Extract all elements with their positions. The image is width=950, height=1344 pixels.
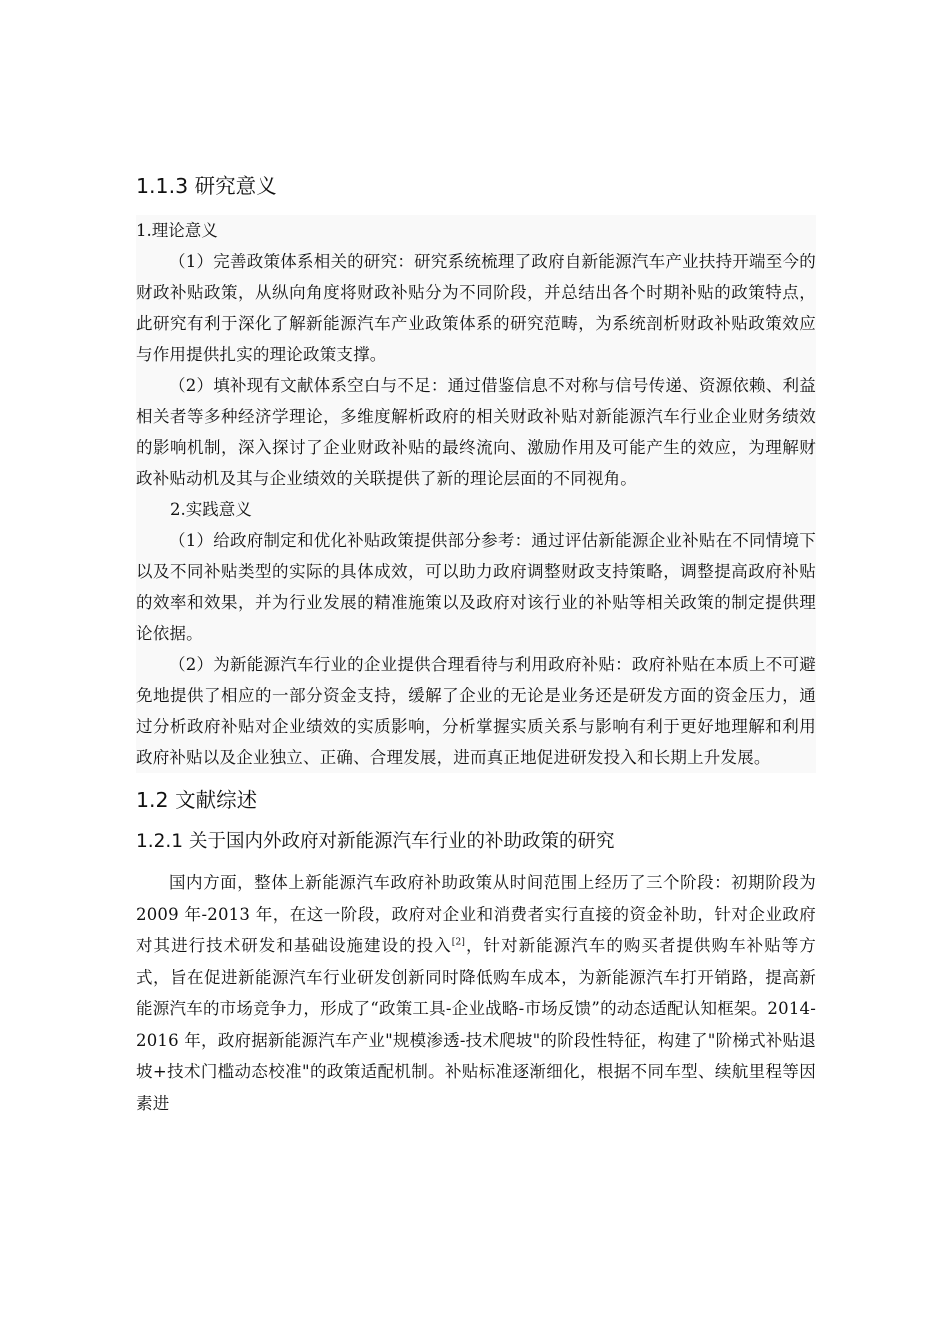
citation-ref: [2] bbox=[451, 937, 466, 948]
paragraph-theory-1: （1）完善政策体系相关的研究：研究系统梳理了政府自新能源汽车产业扶持开端至今的财政补贴政策，从纵向角度将财政补贴分为不同阶段，并总结出各个时期补贴的政策特点，此研究有利于深化了解新能源汽车产业政策体系的研究范畴，为系统剖析财政补贴政策效应与作用提供扎实的理论政策支撑。 bbox=[136, 252, 816, 364]
section-heading-1-2: 1.2 文献综述 bbox=[136, 788, 258, 812]
theory-significance-heading: 1.理论意义 bbox=[136, 221, 218, 240]
paragraph-domestic-text-a: 国内方面，整体上新能源汽车政府补助政策从时间范围上经历了三个阶段：初期阶段为 2009 年-2013 年，在这一阶段，政府对企业和消费者实行直接的资金补助，针对企业政府对其进行技术研发和基础设施建设的投入 bbox=[136, 873, 816, 955]
page-content bbox=[136, 171, 816, 1119]
paragraph-practice-2: （2）为新能源汽车行业的企业提供合理看待与利用政府补贴：政府补贴在本质上不可避免地提供了相应的一部分资金支持，缓解了企业的无论是业务还是研发方面的资金压力，通过分析政府补贴对企业绩效的实质影响，分析掌握实质关系与影响有利于更好地理解和利用政府补贴以及企业独立、正确、合理发展，进而真正地促进研发投入和长期上升发展。 bbox=[136, 655, 816, 767]
paragraph-practice-1: （1）给政府制定和优化补贴政策提供部分参考：通过评估新能源企业补贴在不同情境下以及不同补贴类型的实际的具体成效，可以助力政府调整财政支持策略，调整提高政府补贴的效率和效果，并为行业发展的精准施策以及政府对该行业的补贴等相关政策的制定提供理论依据。 bbox=[136, 531, 816, 643]
section-heading-1-1-3: 1.1.3 研究意义 bbox=[136, 174, 277, 198]
paragraph-theory-2: （2）填补现有文献体系空白与不足：通过借鉴信息不对称与信号传递、资源依赖、利益相关者等多种经济学理论，多维度解析政府的相关财政补贴对新能源汽车行业企业财务绩效的影响机制，深入探讨了企业财政补贴的最终流向、激励作用及可能产生的效应，为理解财政补贴动机及其与企业绩效的关联提供了新的理论层面的不同视角。 bbox=[136, 376, 816, 488]
section-heading-1-2-1: 1.2.1 关于国内外政府对新能源汽车行业的补助政策的研究 bbox=[136, 831, 615, 852]
practice-significance-heading: 2.实践意义 bbox=[170, 500, 252, 519]
paragraph-domestic-text-b: ，针对新能源汽车的购买者提供购车补贴等方式，旨在促进新能源汽车行业研发创新同时降低购车成本，为新能源汽车打开销路，提高新能源汽车的市场竞争力，形成了“政策工具-企业战略-市场反馈”的动态适配认知框架。2014-2016 年，政府据新能源汽车产业"规模渗透-技术爬坡"的阶段性特征，构建了"阶梯式补贴退坡+技术门槛动态校准"的政策适配机制。补贴标准逐渐细化，根据不同车型、续航里程等因素进 bbox=[136, 936, 816, 1113]
research-significance-block bbox=[136, 215, 816, 773]
paragraph-domestic-policy bbox=[136, 867, 816, 1119]
literature-review-block bbox=[136, 867, 816, 1119]
